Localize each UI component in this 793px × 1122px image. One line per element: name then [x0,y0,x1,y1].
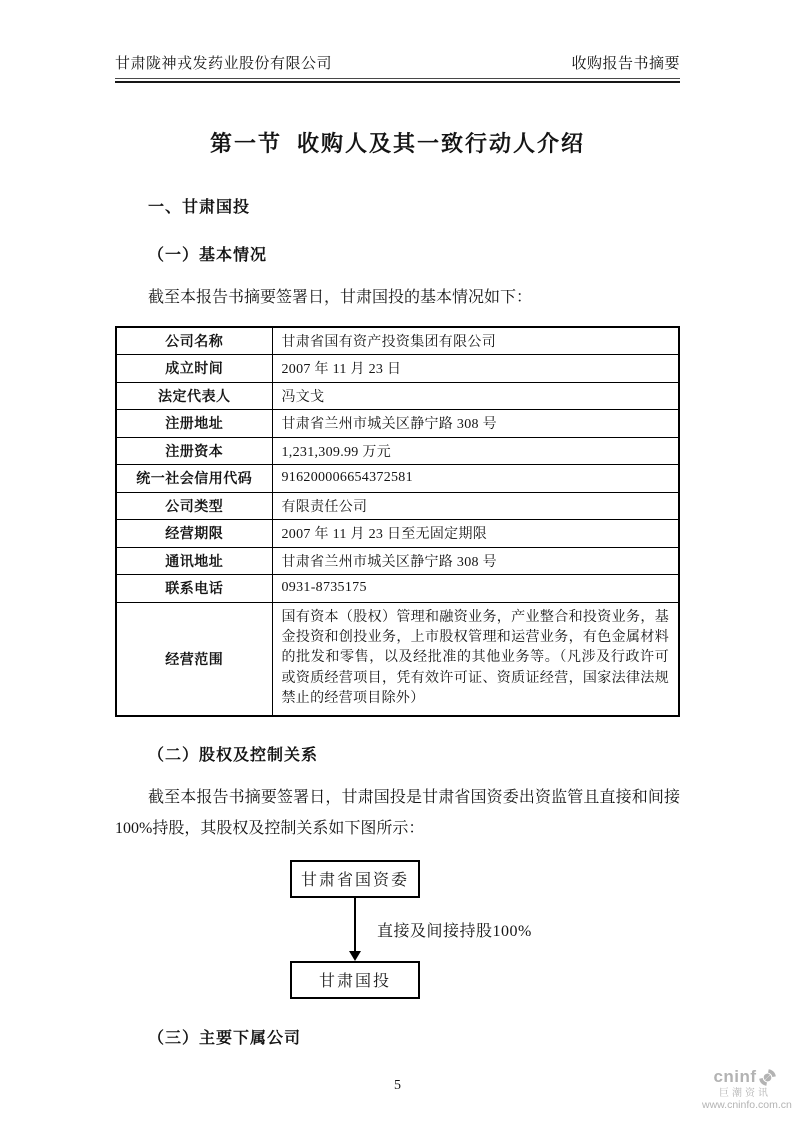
header-company-name: 甘肃陇神戎发药业股份有限公司 [115,56,333,72]
table-row [116,575,679,603]
field-value: 甘肃省兰州市城关区静宁路 308 号 [272,410,679,438]
field-label: 经营期限 [116,520,272,548]
table-row [116,410,679,438]
diagram-parent-box: 甘肃省国资委 [290,860,420,898]
field-value: 甘肃省国有资产投资集团有限公司 [272,327,679,355]
table-row [116,547,679,575]
field-label: 联系电话 [116,575,272,603]
cninfo-watermark [702,1067,792,1112]
page-number: 5 [394,1077,401,1093]
header-rule-thick [115,81,680,83]
cninfo-swirl-icon [758,1068,777,1087]
field-label: 公司类型 [116,492,272,520]
field-label: 通讯地址 [116,547,272,575]
running-header [115,0,680,73]
basic-info-table [115,326,680,717]
diagram-child-box: 甘肃国投 [290,961,420,999]
cninfo-brand-text: cninf [713,1067,757,1087]
field-value: 2007 年 11 月 23 日 [272,355,679,383]
subsection-heading-basic-info: （一）基本情况 [148,247,268,264]
field-label: 成立时间 [116,355,272,383]
equity-control-paragraph: 截至本报告书摘要签署日，甘肃国投是甘肃省国资委出资监管且直接和间接100%持股，其股权及控制关系如下图所示： [115,788,680,837]
cninfo-chinese-name: 巨潮资讯 [719,1088,771,1099]
field-value: 有限责任公司 [272,492,679,520]
diagram-edge-label: 直接及间接持股100% [377,922,532,940]
field-label: 公司名称 [116,327,272,355]
header-rule-thin [115,78,680,79]
subsection-heading-subsidiaries: （三）主要下属公司 [148,1029,302,1047]
table-row [116,382,679,410]
table-row [116,520,679,548]
arrow-down-icon [349,951,361,961]
ownership-diagram [115,860,680,1000]
field-value: 国有资本（股权）管理和融资业务，产业整合和投资业务，基金投资和创投业务，上市股权管理和运营业务，有色金属材料的批发和零售，以及经批准的其他业务等。（凡涉及行政许可或资质经营项目，凭有效许可证、资质证经营，国家法律法规禁止的经营项目除外） [272,602,679,716]
table-row [116,327,679,355]
field-value: 冯文戈 [272,382,679,410]
subsection-heading-equity-control: （二）股权及控制关系 [148,746,319,764]
diagram-connector-line [354,898,356,954]
field-value: 甘肃省兰州市城关区静宁路 308 号 [272,547,679,575]
cninfo-url: www.cninfo.com.cn [702,1099,792,1111]
table-row [116,355,679,383]
field-label: 注册地址 [116,410,272,438]
field-value: 2007 年 11 月 23 日至无固定期限 [272,520,679,548]
field-label: 法定代表人 [116,382,272,410]
basic-info-intro: 截至本报告书摘要签署日，甘肃国投的基本情况如下： [148,289,533,306]
field-value: 916200006654372581 [272,465,679,493]
field-label: 经营范围 [116,602,272,716]
section-heading-ganssu-guotou: 一、甘肃国投 [148,199,251,216]
field-value: 0931-8735175 [272,575,679,603]
field-label: 统一社会信用代码 [116,465,272,493]
header-doc-type: 收购报告书摘要 [571,56,680,72]
table-row [116,492,679,520]
table-row [116,437,679,465]
table-row [116,602,679,716]
chapter-title: 第一节 收购人及其一致行动人介绍 [209,131,585,156]
field-value: 1,231,309.99 万元 [272,437,679,465]
field-label: 注册资本 [116,437,272,465]
table-row [116,465,679,493]
